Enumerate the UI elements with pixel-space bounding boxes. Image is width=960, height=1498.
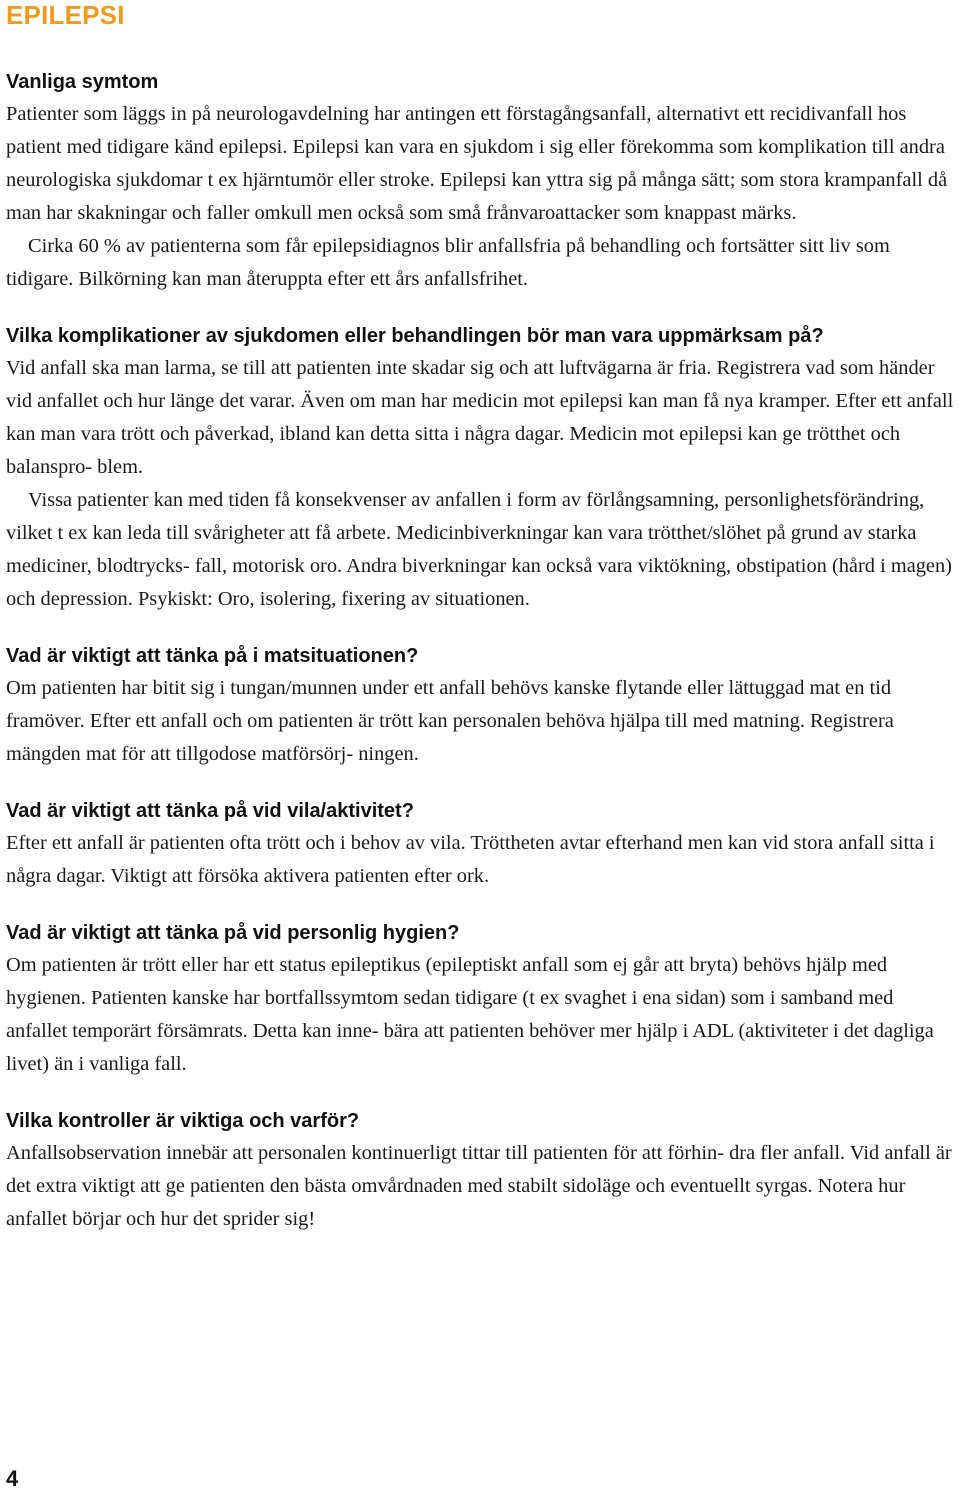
section-heading: Vad är viktigt att tänka på vid vila/aktivitet?: [6, 800, 414, 822]
section-spacer: [6, 296, 956, 320]
paragraph: Vissa patienter kan med tiden få konsekvenser av anfallen i form av förlångsamning, personlighetsförändring, vilket t ex kan leda till svårigheter att få arbete. Medicinbiverkningar kan vara trötthet/slöhet på grund av starka mediciner, blodtrycks- fall, motorisk oro. Andra biverkningar kan också vara viktökning, obstipation (hård i magen) och depression. Psykiskt: Oro, isolering, fixering av situationen.: [6, 489, 952, 610]
section-heading: Vad är viktigt att tänka på vid personlig hygien?: [6, 922, 460, 944]
paragraph: Anfallsobservation innebär att personalen kontinuerligt tittar till patienten för att förhin- dra fler anfall. Vid anfall är det extra viktigt att ge patienten den bästa omvårdnaden med stabilt sidoläge och eventuellt syrgas. Notera hur anfallet börjar och hur det sprider sig!: [6, 1142, 952, 1230]
section-spacer: [6, 1081, 956, 1105]
section-spacer: [6, 616, 956, 640]
section-heading: Vanliga symtom: [6, 71, 159, 93]
paragraph: Cirka 60 % av patienterna som får epilepsidiagnos blir anfallsfria på behandling och fortsätter sitt liv som tidigare. Bilkörning kan man återuppta efter ett års anfallsfrihet.: [6, 235, 890, 290]
page-number: 4: [6, 1466, 19, 1491]
section-heading: Vad är viktigt att tänka på i matsituationen?: [6, 645, 419, 667]
paragraph: Om patienten har bitit sig i tungan/munnen under ett anfall behövs kanske flytande eller lättuggad mat en tid framöver. Efter ett anfall och om patienten är trött kan personalen behöva hjälpa till med matning. Registrera mängden mat för att tillgodose matförsörj- ningen.: [6, 677, 894, 765]
section-heading: Vilka kontroller är viktiga och varför?: [6, 1110, 360, 1132]
section-heading: Vilka komplikationer av sjukdomen eller behandlingen bör man vara uppmärksam på?: [6, 325, 824, 347]
paragraph: Patienter som läggs in på neurologavdelning har antingen ett förstagångsanfall, alternativt ett recidivanfall hos patient med tidigare känd epilepsi. Epilepsi kan vara en sjukdom i sig eller förekomma som komplikation till andra neurologiska sjukdomar t ex hjärntumör eller stroke. Epilepsi kan yttra sig på många sätt; som stora krampanfall då man har skakningar och faller omkull men också som små frånvaroattacker som knappast märks.: [6, 103, 948, 224]
document-content: [6, 66, 956, 1236]
section-matsituationen: [6, 640, 956, 771]
section-komplikationer: [6, 320, 956, 616]
section-spacer: [6, 893, 956, 917]
paragraph: Vid anfall ska man larma, se till att patienten inte skadar sig och att luftvägarna är fria. Registrera vad som händer vid anfallet och hur länge det varar. Även om man har medicin mot epilepsi kan man få nya kramper. Efter ett anfall kan man vara trött och påverkad, ibland kan detta sitta i några dagar. Medicin mot epilepsi kan ge trötthet och balanspro- blem.: [6, 357, 954, 478]
page-title: EPILEPSI: [6, 0, 125, 30]
section-vila-aktivitet: [6, 795, 956, 893]
paragraph: Efter ett anfall är patienten ofta trött och i behov av vila. Tröttheten avtar efterhand men kan vid stora anfall sitta i några dagar. Viktigt att försöka aktivera patienten efter ork.: [6, 832, 935, 887]
paragraph: Om patienten är trött eller har ett status epileptikus (epileptiskt anfall som ej går att bryta) behövs hjälp med hygienen. Patienten kanske har bortfallssymtom sedan tidigare (t ex svaghet i ena sidan) som i samband med anfallet temporärt försämrats. Detta kan inne- bära att patienten behöver mer hjälp i ADL (aktiviteter i det dagliga livet) än i vanliga fall.: [6, 954, 934, 1075]
section-spacer: [6, 771, 956, 795]
section-kontroller: [6, 1105, 956, 1236]
section-vanliga-symtom: [6, 66, 956, 296]
section-personlig-hygien: [6, 917, 956, 1081]
